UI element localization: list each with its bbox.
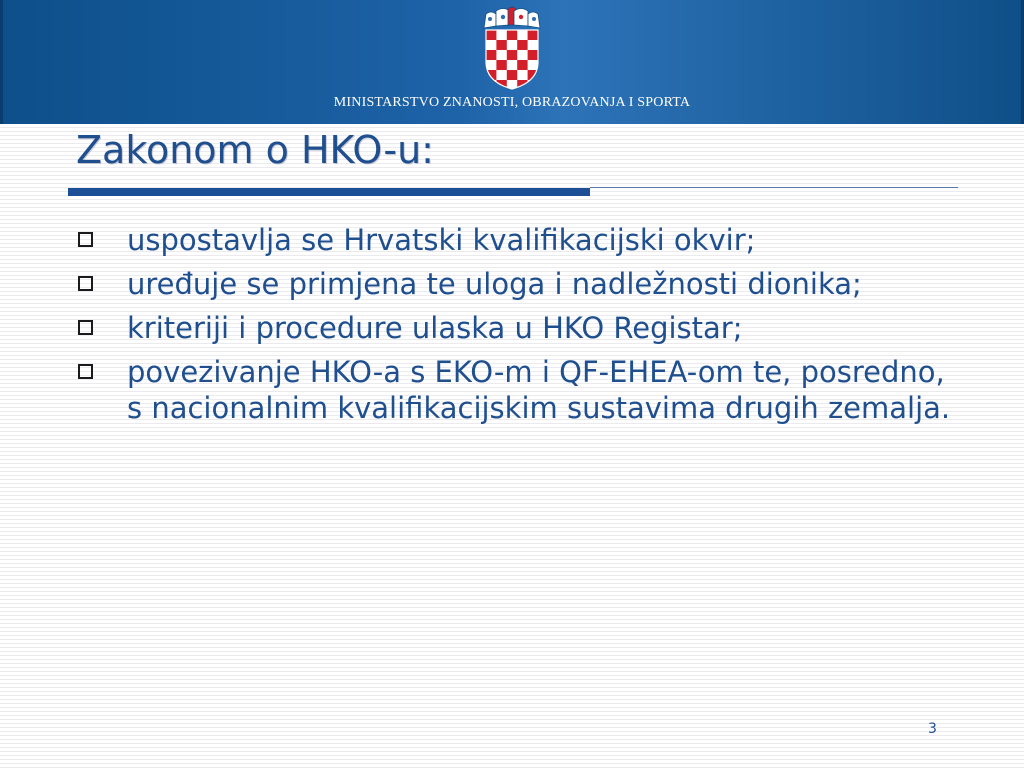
ministry-name: MINISTARSTVO ZNANOSTI, OBRAZOVANJA I SPORTA	[333, 95, 691, 110]
hollow-square-bullet-icon	[78, 364, 93, 379]
bullet-item	[78, 266, 957, 302]
hollow-square-bullet-icon	[78, 232, 93, 247]
bullet-item	[78, 222, 957, 258]
croatian-coat-of-arms-icon	[480, 6, 544, 90]
hollow-square-bullet-icon	[78, 320, 93, 335]
bullet-item	[78, 354, 957, 426]
bullet-text: povezivanje HKO-a s EKO-m i QF-EHEA-om te, posredno, s nacionalnim kvalifikacijskim sustavima drugih zemalja.	[127, 355, 951, 425]
checkerboard-shield	[486, 30, 538, 90]
hollow-square-bullet-icon	[78, 276, 93, 291]
slide-title: Zakonom o HKO-u:	[76, 128, 434, 172]
title-divider-thin	[590, 187, 958, 188]
crown-shields	[484, 7, 540, 28]
bullet-text: uspostavlja se Hrvatski kvalifikacijski okvir;	[127, 223, 756, 257]
bullet-item	[78, 310, 957, 346]
title-divider-thick	[68, 188, 590, 196]
bullet-text: uređuje se primjena te uloga i nadležnosti dionika;	[127, 267, 862, 301]
header-banner	[0, 0, 1024, 124]
page-number: 3	[928, 721, 937, 737]
bullet-text: kriteriji i procedure ulaska u HKO Registar;	[127, 311, 743, 345]
bullet-list	[78, 222, 978, 434]
